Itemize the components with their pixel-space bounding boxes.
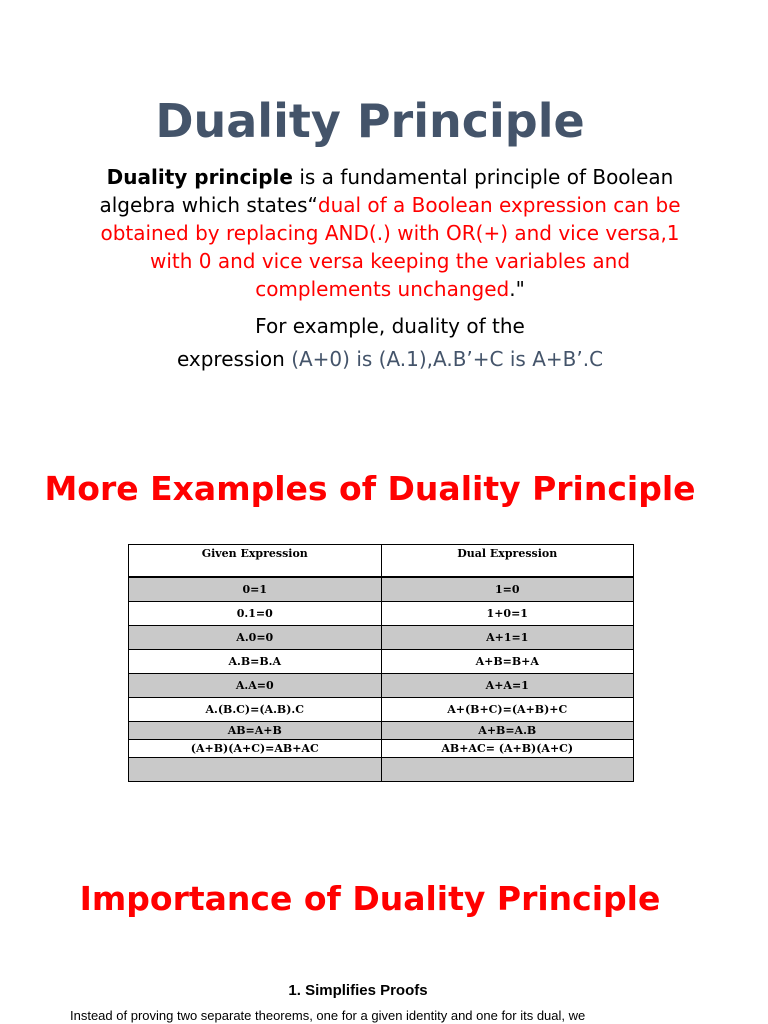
intro-quote: dual of a Boolean expression can be obtained by replacing AND(.) with OR(+) and vice versa,1 with 0 and vice versa keeping the variables and complements unchanged	[100, 193, 681, 301]
example-expression	[90, 345, 690, 373]
table-row	[129, 740, 634, 758]
header-given: Given Expression	[129, 545, 382, 578]
dual-cell: A+B=B+A	[381, 650, 634, 674]
given-cell: 0=1	[129, 577, 382, 602]
table-row	[129, 758, 634, 782]
given-cell: 0.1=0	[129, 602, 382, 626]
table-row	[129, 626, 634, 650]
example-line: For example, duality of the	[255, 314, 525, 338]
table-row	[129, 650, 634, 674]
page-title: Duality Principle	[155, 94, 585, 148]
dual-cell: A+A=1	[381, 674, 634, 698]
dual-cell	[381, 758, 634, 782]
more-examples-heading: More Examples of Duality Principle	[44, 470, 696, 508]
example-expr: (A+0) is (A.1),A.B’+C is A+B’.C	[291, 347, 604, 371]
table-row	[129, 722, 634, 740]
intro-term: Duality principle	[106, 165, 293, 189]
given-cell: (A+B)(A+C)=AB+AC	[129, 740, 382, 758]
given-cell: A.B=B.A	[129, 650, 382, 674]
table-row	[129, 674, 634, 698]
example-prefix: expression	[176, 347, 292, 371]
dual-cell: A+1=1	[381, 626, 634, 650]
given-cell: AB=A+B	[129, 722, 382, 740]
intro-paragraph	[90, 163, 690, 303]
given-cell: A.A=0	[129, 674, 382, 698]
duality-table	[128, 544, 634, 782]
section-text: Instead of proving two separate theorems, one for a given identity and one for its dual, we	[70, 1008, 586, 1023]
given-cell: A.0=0	[129, 626, 382, 650]
table-row	[129, 698, 634, 722]
dual-cell: AB+AC= (A+B)(A+C)	[381, 740, 634, 758]
dual-cell: 1=0	[381, 577, 634, 602]
dual-cell: A+B=A.B	[381, 722, 634, 740]
importance-heading: Importance of Duality Principle	[79, 879, 661, 918]
table-row	[129, 602, 634, 626]
given-cell: A.(B.C)=(A.B).C	[129, 698, 382, 722]
dual-cell: 1+0=1	[381, 602, 634, 626]
header-dual: Dual Expression	[381, 545, 634, 578]
dual-cell: A+(B+C)=(A+B)+C	[381, 698, 634, 722]
table-header-row	[129, 545, 634, 578]
intro-text: is a fundamental principle of Boolean algebra which states“	[99, 165, 674, 217]
table-row	[129, 577, 634, 602]
section-heading: 1. Simplifies Proofs	[288, 982, 428, 999]
intro-end: ."	[509, 277, 525, 301]
given-cell	[129, 758, 382, 782]
